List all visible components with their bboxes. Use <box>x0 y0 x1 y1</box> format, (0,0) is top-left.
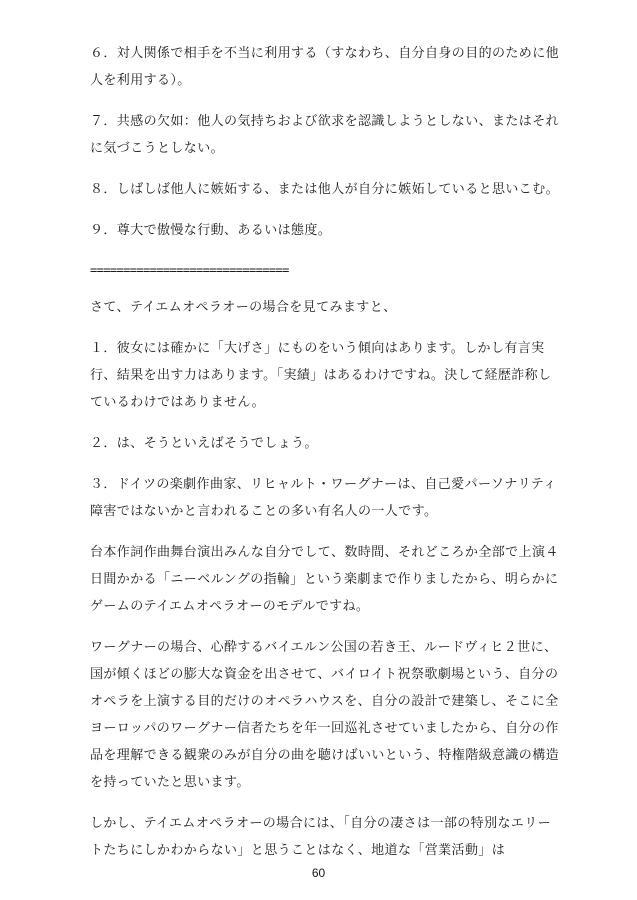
intro-paragraph: さて、テイエムオペラオーの場合を見てみますと、 <box>90 300 397 315</box>
page-number: 60 <box>311 866 326 880</box>
criterion-6-paragraph: ６．対人関係で相手を不当に利用する（すなわち、自分自身の目的のために他人を利用する）。 <box>90 46 560 88</box>
point-1-paragraph: １．彼女には確かに「大げさ」にものをいう傾向はあります。しかし有言実行、結果を出す力はあります。「実績」はあるわけですね。決して経歴詐称しているわけではありません。 <box>90 341 552 410</box>
criterion-7-paragraph: ７．共感の欠如：他人の気持ちおよび欲求を認識しようとしない、またはそれに気づこうとしない。 <box>90 114 560 156</box>
wagner-works-paragraph: 台本作詞作曲舞台演出みんな自分でして、数時間、それどころか全部で上演４日間かかる「ニーベルングの指輪」という楽劇まで作りましたから、明らかにゲームのテイエムオペラオーのモデルですね。 <box>90 545 559 614</box>
section-separator: ============================== <box>90 263 289 277</box>
criterion-8-paragraph: ８．しばしば他人に嫉妬する、または他人が自分に嫉妬していると思いこむ。 <box>90 182 560 197</box>
criterion-9-paragraph: ９．尊大で傲慢な行動、あるいは態度。 <box>90 223 332 238</box>
opera-o-comparison-paragraph: しかし、テイエムオペラオーの場合には、「自分の凄さは一部の特別なエリートたちにしかわからない」と思うことはなく、地道な「営業活動」は <box>90 816 552 858</box>
point-3-paragraph: ３．ドイツの楽劇作曲家、リヒャルト・ワーグナーは、自己愛パーソナリティ障害ではないかと言われることの多い有名人の一人です。 <box>90 477 557 519</box>
wagner-bayreuth-paragraph: ワーグナーの場合、心酔するバイエルン公国の若き王、ルードヴィヒ２世に、国が傾くほどの膨大な資金を出させて、バイロイト祝祭歌劇場という、自分のオペラを上演する目的だけのオペラハウスを、自分の設計で建築し、そこに全ヨーロッパのワーグナー信者たちを年一回巡礼させていましたから、自分の作品を理解できる観衆のみが自分の曲を聴けばいいという、特権階級意識の構造を持っていたと思います。 <box>90 640 560 790</box>
point-2-paragraph: ２．は、そうといえばそうでしょう。 <box>90 436 318 451</box>
page-body <box>90 40 560 878</box>
